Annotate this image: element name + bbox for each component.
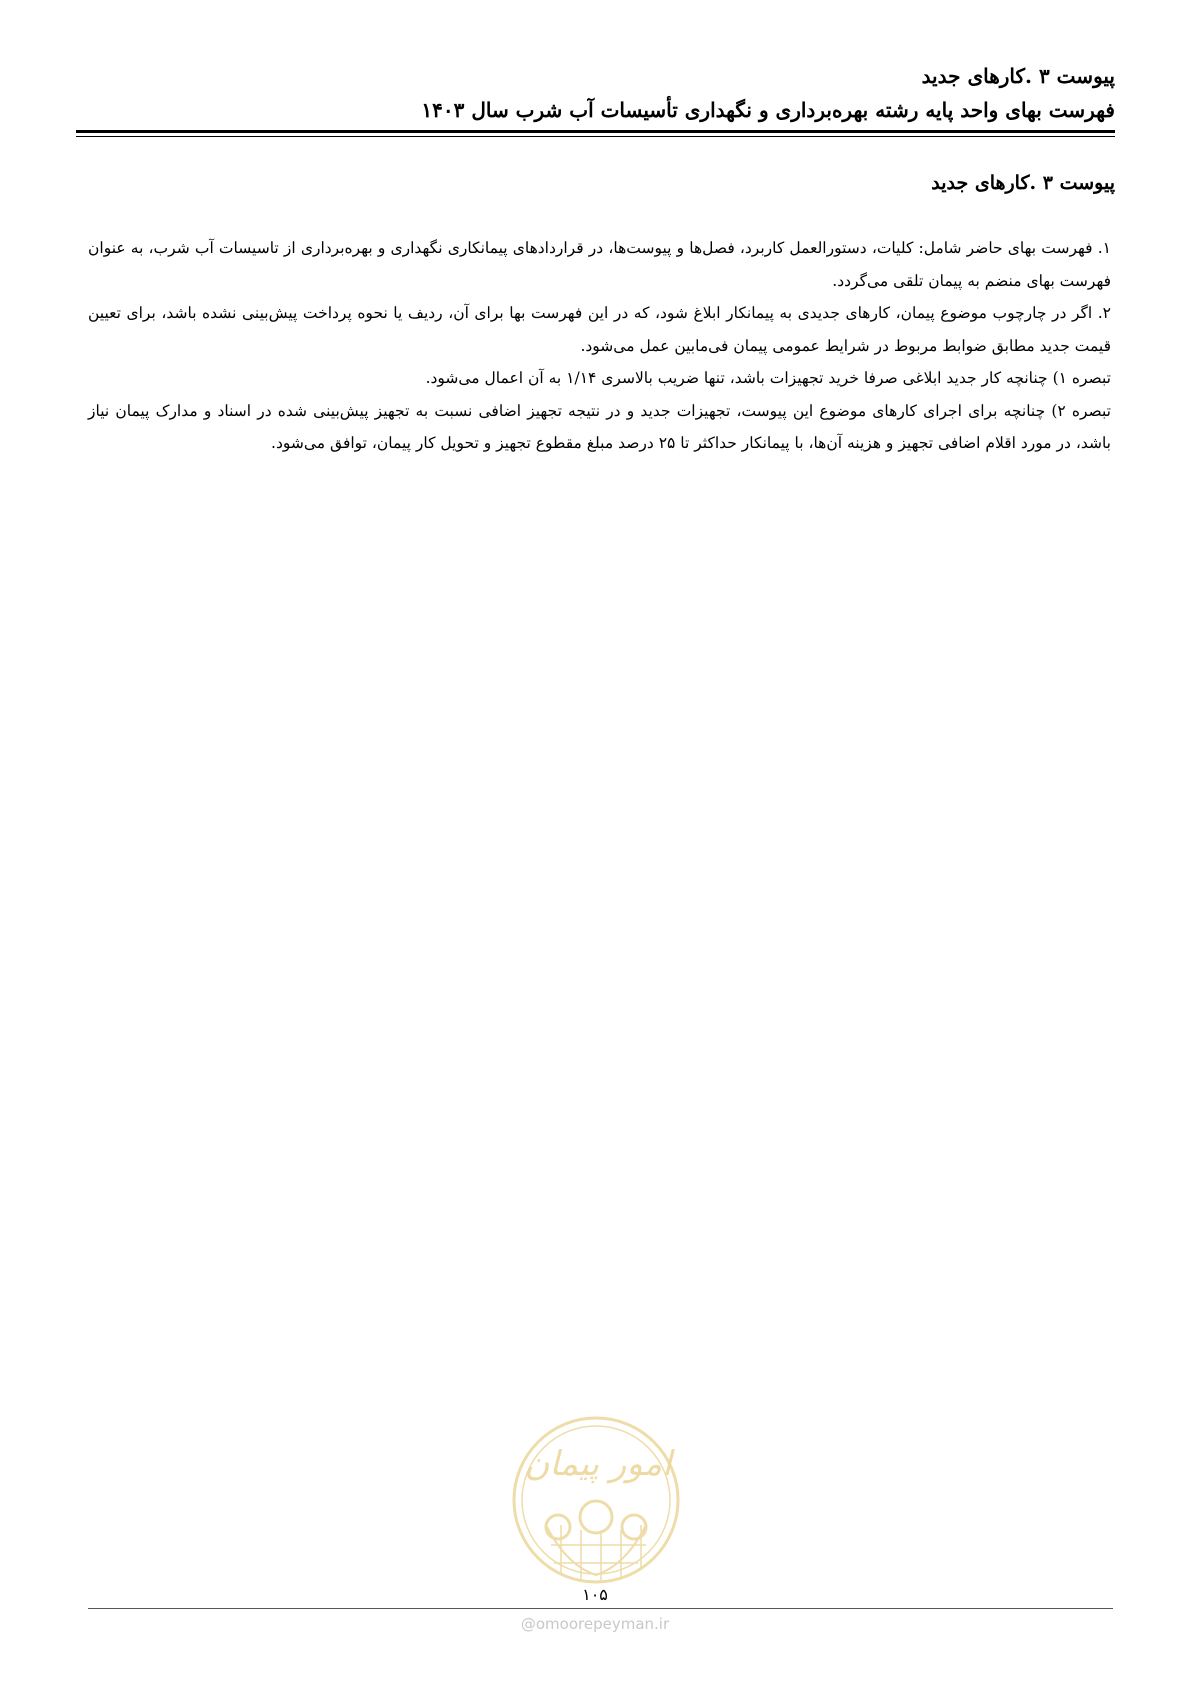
- body-text: [88, 232, 1111, 460]
- watermark-logo: [506, 1405, 686, 1605]
- header-rule-thick: [76, 130, 1115, 133]
- footer-rule: [88, 1608, 1113, 1609]
- paragraph-1: ۱. فهرست بهای حاضر شامل: کلیات، دستورالعمل کاربرد، فصل‌ها و پیوست‌ها، در قراردادهای پیمانکاری نگهداری و بهره‌برداری از تاسیسات آب شرب، به عنوان فهرست بهای منضم به پیمان تلقی می‌گردد.: [88, 239, 1111, 290]
- header-line-2: فهرست بهای واحد پایه رشته بهره‌برداری و نگهداری تأسیسات آب شرب سال ۱۴۰۳: [421, 98, 1115, 122]
- page-number: ۱۰۵: [582, 1585, 608, 1604]
- note-2: تبصره ۲) چنانچه برای اجرای کارهای موضوع این پیوست، تجهیزات جدید و در نتیجه تجهیز اضافی نسبت به تجهیز پیش‌بینی شده در اسناد و مدارک پیمان نیاز باشد، در مورد اقلام اضافی تجهیز و هزینه آن‌ها، با پیمانکار حداکثر تا ۲۵ درصد مبلغ مقطوع تجهیز و تحویل کار پیمان، توافق می‌شود.: [88, 401, 1111, 452]
- note-1: تبصره ۱) چنانچه کار جدید ابلاغی صرفا خرید تجهیزات باشد، تنها ضریب بالاسری ۱/۱۴ به آن اعمال می‌شود.: [425, 369, 1111, 387]
- header-rule-thin: [76, 136, 1115, 137]
- header-line-1: پیوست ۳ .کارهای جدید: [921, 64, 1115, 88]
- footer-site-handle: @omoorepeyman.ir: [520, 1615, 670, 1633]
- watermark-text: امور پیمان: [524, 1444, 672, 1484]
- section-title: پیوست ۳ .کارهای جدید: [931, 172, 1115, 194]
- paragraph-2: ۲. اگر در چارچوب موضوع پیمان، کارهای جدیدی به پیمانکار ابلاغ شود، که در این فهرست بها برای آن، ردیف یا نحوه پرداخت پیش‌بینی نشده باشد، برای تعیین قیمت جدید مطابق ضوابط مربوط در شرایط عمومی پیمان فی‌مابین عمل می‌شود.: [88, 304, 1111, 355]
